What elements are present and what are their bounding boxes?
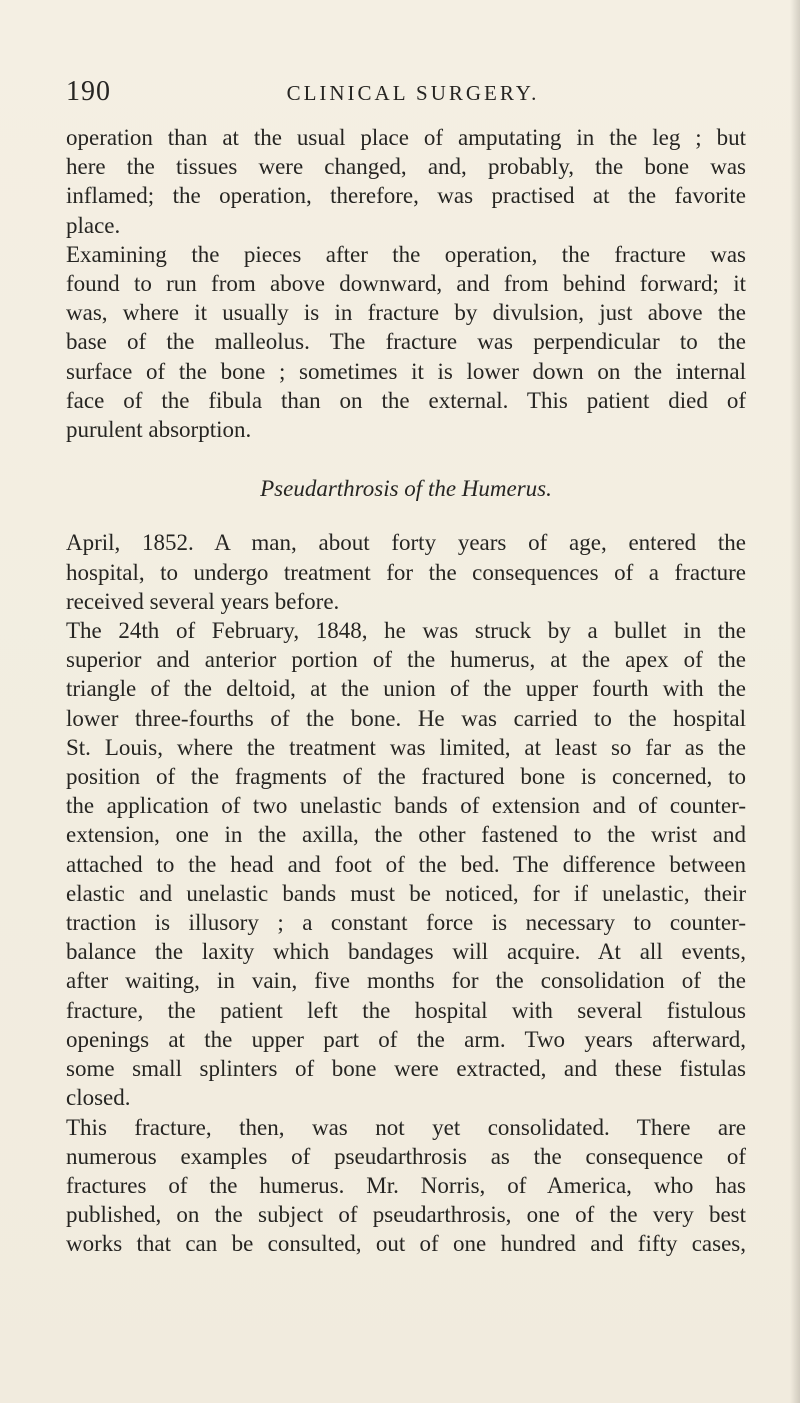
text-line: St. Louis, where the treatment was limited, at least so far as the (66, 734, 746, 760)
text-line: fracture, the patient left the hospital with several fistulous (66, 997, 746, 1023)
text-line: hospital, to undergo treatment for the consequences of a fracture (66, 559, 746, 585)
page-edge-shadow (790, 0, 800, 1403)
text-line: here the tissues were changed, and, probably, the bone was (66, 154, 746, 180)
text-line: traction is illusory ; a constant force is necessary to counter- (66, 910, 746, 936)
text-line: Examining the pieces after the operation, the fracture was (66, 241, 746, 267)
text-line: attached to the head and foot of the bed. The difference between (66, 851, 746, 877)
text-line: was, where it usually is in fracture by divulsion, just above the (66, 300, 746, 326)
text-line: operation than at the usual place of amputating in the leg ; but (66, 125, 746, 150)
text-line: inflamed; the operation, therefore, was practised at the favorite (66, 183, 746, 209)
section-title: Pseudarthrosis of the Humerus. (260, 476, 552, 502)
text-line: triangle of the deltoid, at the union of the upper fourth with the (66, 676, 746, 702)
text-line: face of the fibula than on the external. This patient died of (66, 387, 746, 413)
text-line: some small splinters of bone were extracted, and these fistulas (66, 1056, 746, 1082)
text-line: the application of two unelastic bands of extension and of counter- (66, 793, 746, 819)
text-line: published, on the subject of pseudarthrosis, one of the very best (66, 1202, 746, 1228)
text-line: after waiting, in vain, five months for the consolidation of the (66, 968, 746, 994)
running-head: CLINICAL SURGERY. (286, 81, 540, 105)
text-line: works that can be consulted, out of one hundred and fifty cases, (66, 1231, 746, 1257)
page-header (66, 76, 746, 112)
text-line: found to run from above downward, and from behind forward; it (66, 271, 746, 297)
text-line: This fracture, then, was not yet consolidated. There are (66, 1114, 746, 1140)
text-line: surface of the bone ; sometimes it is lower down on the internal (66, 358, 746, 384)
text-line: position of the fragments of the fractured bone is concerned, to (66, 764, 746, 790)
text-line: place. (66, 212, 121, 238)
text-line: fractures of the humerus. Mr. Norris, of America, who has (66, 1172, 746, 1198)
text-line: purulent absorption. (66, 417, 252, 443)
text-line: The 24th of February, 1848, he was struck by a bullet in the (66, 618, 746, 644)
text-line: extension, one in the axilla, the other fastened to the wrist and (66, 822, 746, 848)
text-line: lower three-fourths of the bone. He was carried to the hospital (66, 705, 746, 731)
text-line: closed. (66, 1085, 131, 1111)
text-line: superior and anterior portion of the humerus, at the apex of the (66, 647, 746, 673)
text-line: balance the laxity which bandages will acquire. At all events, (66, 939, 746, 965)
text-line: elastic and unelastic bands must be noticed, for if unelastic, their (66, 880, 746, 906)
text-line: openings at the upper part of the arm. Two years afterward, (66, 1026, 746, 1052)
page-number: 190 (66, 76, 111, 107)
text-line: received several years before. (66, 588, 340, 614)
body-text (66, 123, 746, 1259)
text-line: base of the malleolus. The fracture was perpendicular to the (66, 329, 746, 355)
text-line: April, 1852. A man, about forty years of age, entered the (66, 530, 746, 556)
text-line: numerous examples of pseudarthrosis as the consequence of (66, 1143, 746, 1169)
